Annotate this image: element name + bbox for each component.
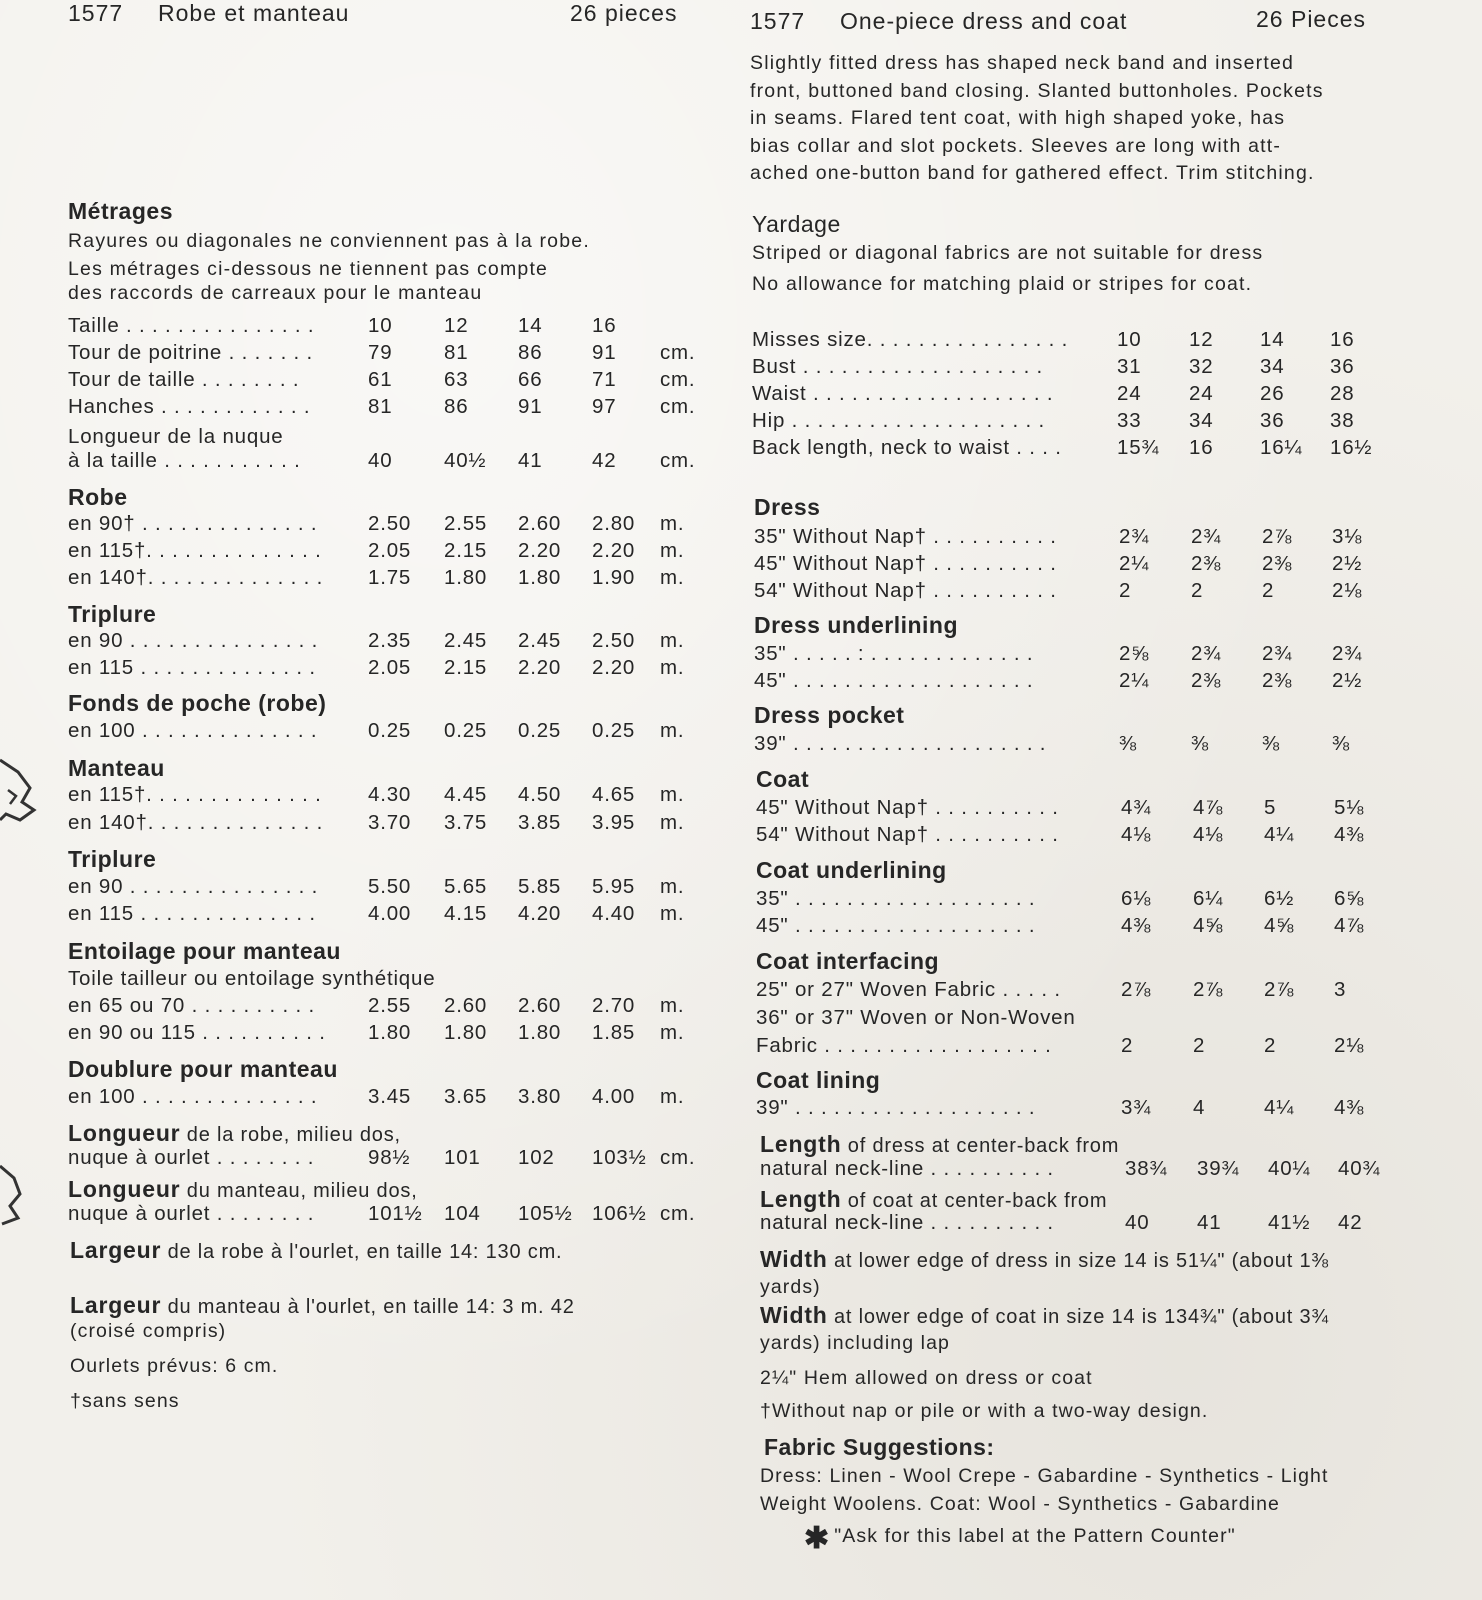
row-label: en 115†. . . . . . . . . . . . . . (68, 783, 322, 806)
size-value: 71 (592, 368, 617, 391)
fr-largeur-manteau: Largeur du manteau à l'ourlet, en taille 14: 3 m. 42 (70, 1292, 575, 1318)
en-yardage-line: No allowance for matching plaid or stripes for coat. (752, 272, 1253, 295)
size-value: 2 (1121, 1034, 1134, 1057)
row-label: 45" . . . . . . . . . . . . . . . . . . . (754, 669, 1034, 692)
size-value: 1.75 (368, 566, 412, 589)
en-coat-underlining-heading: Coat underlining (756, 857, 947, 883)
size-value: 42 (1338, 1211, 1363, 1234)
en-width-dress-line2: yards) (760, 1276, 821, 1298)
size-value: 28 (1330, 382, 1355, 405)
fr-pattern-number: 1577 (68, 0, 124, 26)
size-value: 5⅛ (1334, 796, 1365, 819)
size-value: 31 (1117, 355, 1142, 378)
size-value: 1.80 (518, 1021, 562, 1044)
size-value: 0.25 (518, 719, 562, 742)
en-yardage-notes (752, 240, 1263, 298)
unit-label: m. (660, 994, 685, 1017)
en-width-coat-line2: yards) including lap (760, 1332, 951, 1354)
size-value: 42 (592, 449, 617, 472)
size-value: 1.80 (444, 1021, 488, 1044)
row-label: 39" . . . . . . . . . . . . . . . . . . . . (754, 732, 1047, 755)
en-hem: 2¼" Hem allowed on dress or coat (760, 1367, 1093, 1389)
row-label: en 115 . . . . . . . . . . . . . . (68, 902, 316, 925)
en-nap-note: †Without nap or pile or with a two-way design. (760, 1400, 1209, 1422)
size-value: 2 (1262, 579, 1275, 602)
row-label: nuque à ourlet . . . . . . . . (68, 1146, 315, 1169)
unit-label: m. (660, 875, 685, 898)
unit-label: cm. (660, 1146, 696, 1169)
size-value: 12 (1189, 328, 1214, 351)
row-label: Taille . . . . . . . . . . . . . . . (68, 314, 315, 337)
en-footer-note (804, 1521, 1236, 1556)
size-value: 4.45 (444, 783, 488, 806)
en-coat-lining-heading: Coat lining (756, 1067, 881, 1093)
en-fabric-line: Weight Woolens. Coat: Wool - Synthetics - Gabardine (760, 1493, 1280, 1515)
size-value: 40¼ (1268, 1157, 1311, 1180)
size-value: 39¾ (1197, 1157, 1240, 1180)
size-value: 4¾ (1121, 796, 1152, 819)
size-value: 4⅛ (1121, 823, 1152, 846)
size-value: 2.70 (592, 994, 636, 1017)
unit-label: cm. (660, 449, 696, 472)
size-value: 24 (1189, 382, 1214, 405)
size-value: 1.80 (444, 566, 488, 589)
size-value: 0.25 (444, 719, 488, 742)
row-label: 39" . . . . . . . . . . . . . . . . . . . (756, 1096, 1036, 1119)
row-label: Tour de poitrine . . . . . . . (68, 341, 314, 364)
en-description-line: Slightly fitted dress has shaped neck band and inserted (750, 52, 1295, 74)
size-value: ⅜ (1119, 732, 1137, 755)
size-value: 12 (444, 314, 469, 337)
size-value: 81 (368, 395, 393, 418)
size-value: 6⅝ (1334, 887, 1365, 910)
size-value: 2 (1193, 1034, 1206, 1057)
size-value: 1.80 (518, 566, 562, 589)
size-value: 4¼ (1264, 823, 1295, 846)
size-value: 2⅞ (1262, 525, 1293, 548)
size-value: 91 (592, 341, 617, 364)
en-title: One-piece dress and coat (840, 8, 1128, 34)
size-value: 2.60 (518, 994, 562, 1017)
size-value: 3.45 (368, 1085, 412, 1108)
fr-entoilage-heading: Entoilage pour manteau (68, 938, 341, 964)
en-length-coat-line1: Length of coat at center-back from (760, 1186, 1108, 1212)
size-value: 10 (368, 314, 393, 337)
size-value: 5.95 (592, 875, 636, 898)
unit-label: m. (660, 629, 685, 652)
size-value: 2.20 (518, 656, 562, 679)
fr-title: Robe et manteau (158, 0, 350, 26)
row-label: 35" Without Nap† . . . . . . . . . . (754, 525, 1057, 548)
fr-ourlets: Ourlets prévus: 6 cm. (70, 1355, 279, 1377)
fr-longueur-manteau-line1: Longueur du manteau, milieu dos, (68, 1176, 418, 1202)
size-value: 3¾ (1121, 1096, 1152, 1119)
size-value: 105½ (518, 1202, 573, 1225)
size-value: 4.65 (592, 783, 636, 806)
unit-label: m. (660, 1085, 685, 1108)
en-footer-text: "Ask for this label at the Pattern Counter" (834, 1525, 1236, 1547)
row-label: natural neck-line . . . . . . . . . . (760, 1157, 1054, 1180)
size-value: 2.15 (444, 539, 488, 562)
size-value: 2⅛ (1332, 579, 1363, 602)
fr-metrages-heading: Métrages (68, 198, 173, 224)
size-value: 32 (1189, 355, 1214, 378)
en-coat-interfacing-heading: Coat interfacing (756, 948, 940, 974)
size-value: 2⅜ (1191, 669, 1222, 692)
en-fabric-line: Dress: Linen - Wool Crepe - Gabardine - Synthetics - Light (760, 1465, 1329, 1487)
size-value: 66 (518, 368, 543, 391)
size-value: 4.30 (368, 783, 412, 806)
en-dress-heading: Dress (754, 494, 821, 520)
size-value: 2.50 (592, 629, 636, 652)
row-label: Tour de taille . . . . . . . . (68, 368, 300, 391)
en-pieces: 26 Pieces (1256, 6, 1367, 32)
size-value: 2⅜ (1262, 669, 1293, 692)
row-label: 45" . . . . . . . . . . . . . . . . . . . (756, 914, 1036, 937)
row-label: en 90† . . . . . . . . . . . . . . (68, 512, 318, 535)
size-value: 16¼ (1260, 436, 1303, 459)
size-value: 2.55 (444, 512, 488, 535)
row-label: Bust . . . . . . . . . . . . . . . . . . . (752, 355, 1044, 378)
en-coat-heading: Coat (756, 766, 810, 792)
fr-robe-heading: Robe (68, 484, 128, 510)
size-value: 3.65 (444, 1085, 488, 1108)
size-value: 2¾ (1262, 642, 1293, 665)
row-label: Hanches . . . . . . . . . . . . (68, 395, 311, 418)
size-value: 2.45 (518, 629, 562, 652)
unit-label: m. (660, 902, 685, 925)
size-value: 2.15 (444, 656, 488, 679)
size-value: 6⅛ (1121, 887, 1152, 910)
size-value: 2.60 (444, 994, 488, 1017)
size-value: 16 (592, 314, 617, 337)
size-value: 41½ (1268, 1211, 1311, 1234)
en-width-coat: Width at lower edge of coat in size 14 is 134¾" (about 3¾ (760, 1302, 1329, 1328)
row-label: Misses size. . . . . . . . . . . . . . . . (752, 328, 1069, 351)
size-value: 63 (444, 368, 469, 391)
size-value: 101½ (368, 1202, 423, 1225)
size-value: 4¼ (1264, 1096, 1295, 1119)
size-value: 41 (518, 449, 543, 472)
size-value: 14 (1260, 328, 1285, 351)
size-value: 2¾ (1191, 642, 1222, 665)
size-value: 4⅝ (1193, 914, 1224, 937)
size-value: 104 (444, 1202, 481, 1225)
size-value: 0.25 (368, 719, 412, 742)
size-value: 4⅞ (1334, 914, 1365, 937)
size-value: 2⅞ (1264, 978, 1295, 1001)
size-value: 98½ (368, 1146, 411, 1169)
row-label: en 140†. . . . . . . . . . . . . . (68, 811, 324, 834)
size-value: 1.80 (368, 1021, 412, 1044)
size-value: 26 (1260, 382, 1285, 405)
size-value: 5.85 (518, 875, 562, 898)
size-value: 2¾ (1119, 525, 1150, 548)
size-value: 79 (368, 341, 393, 364)
size-value: 16 (1189, 436, 1214, 459)
en-dress-underlining-heading: Dress underlining (754, 612, 959, 638)
en-description-line: ached one-button band for gathered effect. Trim stitching. (750, 162, 1315, 184)
fr-triplure-manteau-heading: Triplure (68, 846, 157, 872)
size-value: 3.75 (444, 811, 488, 834)
size-value: 40 (368, 449, 393, 472)
en-dress-pocket-heading: Dress pocket (754, 702, 905, 728)
size-value: 34 (1189, 409, 1214, 432)
fr-triplure-robe-heading: Triplure (68, 601, 157, 627)
size-value: 1.90 (592, 566, 636, 589)
size-value: 3.70 (368, 811, 412, 834)
size-value: 2.35 (368, 629, 412, 652)
size-value: ⅜ (1332, 732, 1350, 755)
row-label: à la taille . . . . . . . . . . . (68, 449, 301, 472)
size-value: 81 (444, 341, 469, 364)
asterisk-icon: ✱ (804, 1522, 831, 1555)
size-value: 4.00 (592, 1085, 636, 1108)
size-value: 3.85 (518, 811, 562, 834)
row-label: en 140†. . . . . . . . . . . . . . (68, 566, 324, 589)
en-description-line: bias collar and slot pockets. Sleeves are long with att- (750, 134, 1282, 157)
row-label: en 100 . . . . . . . . . . . . . . (68, 1085, 318, 1108)
size-value: 1.85 (592, 1021, 636, 1044)
fr-metrages-notes (68, 228, 590, 308)
size-value: 15¾ (1117, 436, 1160, 459)
size-value: 16 (1330, 328, 1355, 351)
size-value: 2⅜ (1191, 552, 1222, 575)
size-value: 5.50 (368, 875, 412, 898)
row-label: en 90 . . . . . . . . . . . . . . . (68, 875, 319, 898)
row-label: 35" . . . . . . . . . . . . . . . . . . . (756, 887, 1036, 910)
size-value: 3.95 (592, 811, 636, 834)
size-value: 3 (1334, 978, 1347, 1001)
size-value: 4.15 (444, 902, 488, 925)
size-value: 2.05 (368, 539, 412, 562)
en-pattern-number: 1577 (750, 8, 806, 34)
size-value: 2¼ (1119, 669, 1150, 692)
size-value: 36 (1330, 355, 1355, 378)
fr-longueur-robe-line1: Longueur de la robe, milieu dos, (68, 1120, 401, 1146)
size-value: 106½ (592, 1202, 647, 1225)
size-value: 2¼ (1119, 552, 1150, 575)
row-label: nuque à ourlet . . . . . . . . (68, 1202, 315, 1225)
size-value: ⅜ (1262, 732, 1280, 755)
unit-label: m. (660, 512, 685, 535)
size-value: 3⅛ (1332, 525, 1363, 548)
unit-label: m. (660, 539, 685, 562)
size-value: 4⅛ (1193, 823, 1224, 846)
row-label: en 90 . . . . . . . . . . . . . . . (68, 629, 319, 652)
size-value: 10 (1117, 328, 1142, 351)
size-value: 2½ (1332, 552, 1363, 575)
size-value: 4.20 (518, 902, 562, 925)
size-value: 4.40 (592, 902, 636, 925)
unit-label: m. (660, 566, 685, 589)
unit-label: cm. (660, 368, 696, 391)
size-value: 2.80 (592, 512, 636, 535)
size-value: 97 (592, 395, 617, 418)
en-yardage-heading: Yardage (752, 211, 841, 237)
unit-label: m. (660, 811, 685, 834)
size-value: 2⅝ (1119, 642, 1150, 665)
size-value: 2 (1264, 1034, 1277, 1057)
size-value: 36 (1260, 409, 1285, 432)
size-value: 2.55 (368, 994, 412, 1017)
fr-metrages-line: Rayures ou diagonales ne conviennent pas à la robe. (68, 230, 590, 252)
size-value: 103½ (592, 1146, 647, 1169)
size-value: 4.00 (368, 902, 412, 925)
unit-label: m. (660, 719, 685, 742)
unit-label: cm. (660, 395, 696, 418)
size-value: 6¼ (1193, 887, 1224, 910)
size-value: 34 (1260, 355, 1285, 378)
size-value: 33 (1117, 409, 1142, 432)
size-value: 61 (368, 368, 393, 391)
size-value: 4 (1193, 1096, 1206, 1119)
size-value: 38 (1330, 409, 1355, 432)
row-label: 25" or 27" Woven Fabric . . . . . (756, 978, 1061, 1001)
size-value: 16½ (1330, 436, 1373, 459)
fr-metrages-line: Les métrages ci-dessous ne tiennent pas compte (68, 257, 549, 280)
size-value: 40½ (444, 449, 487, 472)
size-value: 40 (1125, 1211, 1150, 1234)
size-value: 2¾ (1332, 642, 1363, 665)
size-value: 102 (518, 1146, 555, 1169)
fr-metrages-line: des raccords de carreaux pour le manteau (68, 282, 483, 304)
size-value: 4⅜ (1334, 1096, 1365, 1119)
size-value: 2⅜ (1262, 552, 1293, 575)
fr-largeur-manteau-line2: (croisé compris) (70, 1320, 227, 1342)
size-value: 41 (1197, 1211, 1222, 1234)
row-label: Back length, neck to waist . . . . (752, 436, 1062, 459)
en-length-dress-line1: Length of dress at center-back from (760, 1131, 1120, 1157)
unit-label: m. (660, 656, 685, 679)
size-value: 91 (518, 395, 543, 418)
size-value: 2.20 (592, 539, 636, 562)
row-label: 54" Without Nap† . . . . . . . . . . (756, 823, 1059, 846)
row-label: en 90 ou 115 . . . . . . . . . . (68, 1021, 326, 1044)
size-value: 38¾ (1125, 1157, 1168, 1180)
unit-label: cm. (660, 341, 696, 364)
unit-label: m. (660, 1021, 685, 1044)
row-label: 45" Without Nap† . . . . . . . . . . (754, 552, 1057, 575)
size-value: 4.50 (518, 783, 562, 806)
fr-doublure-heading: Doublure pour manteau (68, 1056, 338, 1082)
size-value: 2¾ (1191, 525, 1222, 548)
fr-sans-sens: †sans sens (70, 1390, 180, 1412)
row-label: en 100 . . . . . . . . . . . . . . (68, 719, 318, 742)
en-description-line: in seams. Flared tent coat, with high shaped yoke, has (750, 107, 1286, 129)
margin-doodle-bottom (0, 1160, 30, 1230)
size-value: 40¾ (1338, 1157, 1381, 1180)
size-value: 86 (444, 395, 469, 418)
size-value: 4⅜ (1121, 914, 1152, 937)
size-value: ⅜ (1191, 732, 1209, 755)
row-label: 54" Without Nap† . . . . . . . . . . (754, 579, 1057, 602)
size-value: 2½ (1332, 669, 1363, 692)
fr-largeur-robe: Largeur de la robe à l'ourlet, en taille 14: 130 cm. (70, 1237, 563, 1263)
row-label: Hip . . . . . . . . . . . . . . . . . . . . (752, 409, 1045, 432)
margin-doodle-top (0, 750, 44, 830)
size-value: 4⅞ (1193, 796, 1224, 819)
size-value: 2.45 (444, 629, 488, 652)
en-yardage-line: Striped or diagonal fabrics are not suitable for dress (752, 242, 1264, 264)
row-label: en 115†. . . . . . . . . . . . . . (68, 539, 322, 562)
row-label: Fabric . . . . . . . . . . . . . . . . . . (756, 1034, 1052, 1057)
size-value: 5.65 (444, 875, 488, 898)
size-value: 2.60 (518, 512, 562, 535)
row-label: 45" Without Nap† . . . . . . . . . . (756, 796, 1059, 819)
size-value: 14 (518, 314, 543, 337)
fr-fonds-poche-heading: Fonds de poche (robe) (68, 690, 327, 716)
en-fabric-heading: Fabric Suggestions: (764, 1434, 995, 1460)
size-value: 24 (1117, 382, 1142, 405)
size-value: 101 (444, 1146, 481, 1169)
row-label: en 65 ou 70 . . . . . . . . . . (68, 994, 316, 1017)
size-value: 4⅝ (1264, 914, 1295, 937)
size-value: 2⅞ (1121, 978, 1152, 1001)
unit-label: cm. (660, 1202, 696, 1225)
size-value: 5 (1264, 796, 1277, 819)
size-value: 2.20 (518, 539, 562, 562)
fr-pieces: 26 pieces (570, 0, 678, 26)
size-value: 2 (1191, 579, 1204, 602)
row-label: en 115 . . . . . . . . . . . . . . (68, 656, 316, 679)
size-value: 2.50 (368, 512, 412, 535)
row-label: Waist . . . . . . . . . . . . . . . . . . . (752, 382, 1054, 405)
size-value: 6½ (1264, 887, 1295, 910)
row-label: 35" . . . . . : . . . . . . . . . . . . . (754, 642, 1034, 665)
size-value: 3.80 (518, 1085, 562, 1108)
fr-manteau-heading: Manteau (68, 755, 165, 781)
unit-label: m. (660, 783, 685, 806)
row-label: natural neck-line . . . . . . . . . . (760, 1211, 1054, 1234)
size-value: 2.05 (368, 656, 412, 679)
size-value: 2.20 (592, 656, 636, 679)
size-value: 86 (518, 341, 543, 364)
size-value: 4⅜ (1334, 823, 1365, 846)
en-description (750, 50, 1324, 188)
en-description-line: front, buttoned band closing. Slanted buttonholes. Pockets (750, 79, 1324, 102)
en-width-dress: Width at lower edge of dress in size 14 is 51¼" (about 1⅜ (760, 1246, 1329, 1272)
size-value: 0.25 (592, 719, 636, 742)
size-value: 2⅛ (1334, 1034, 1365, 1057)
size-value: 2 (1119, 579, 1132, 602)
size-value: 2⅞ (1193, 978, 1224, 1001)
